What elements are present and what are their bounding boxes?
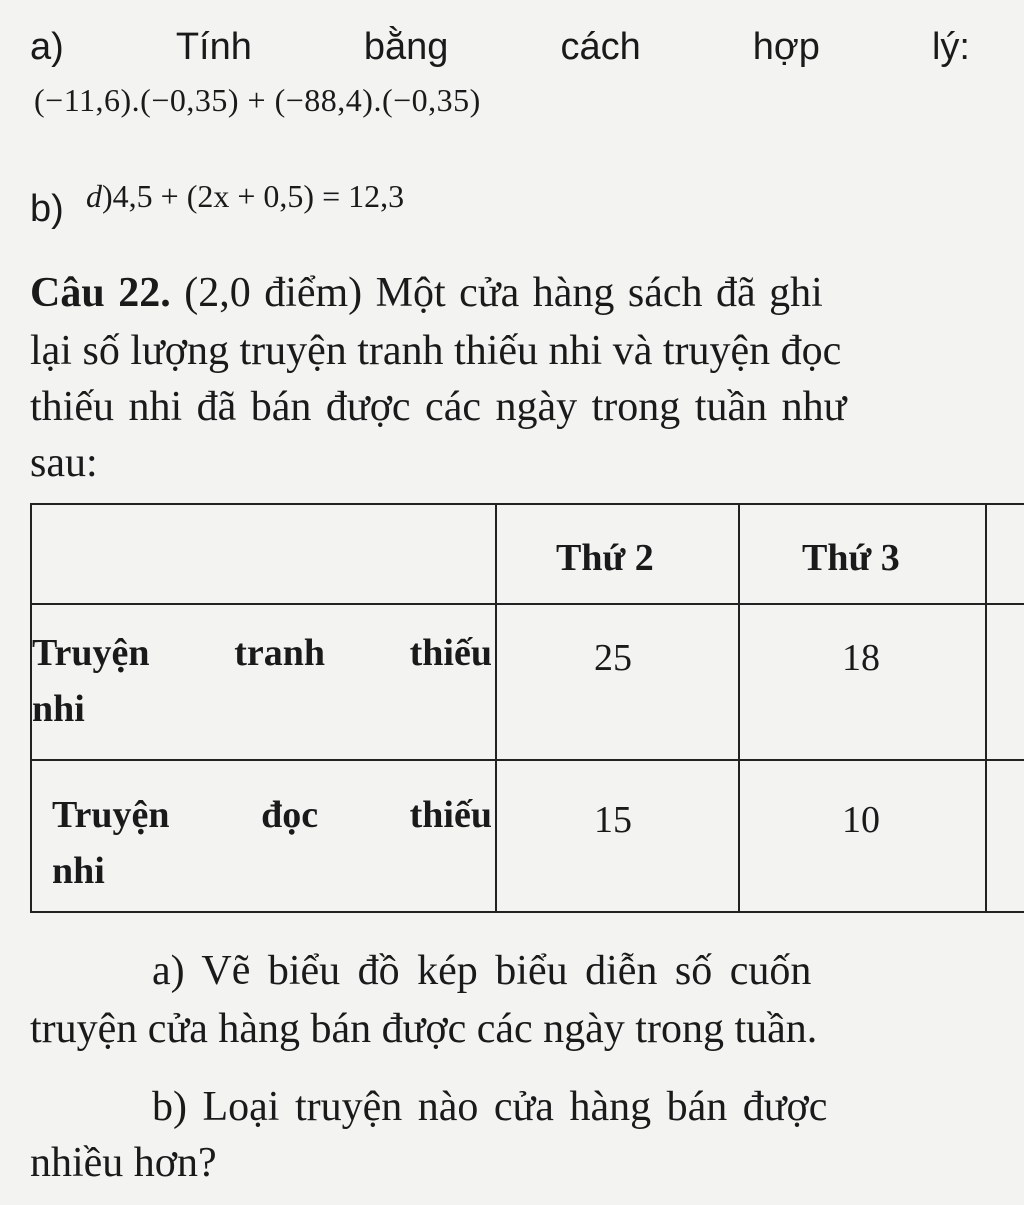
- question-line-4: sau:: [30, 440, 98, 486]
- row-label-word: đọc: [261, 794, 319, 836]
- table-value-cell: 10: [842, 799, 880, 841]
- table-column-divider: [495, 505, 497, 911]
- question-line-1: [30, 272, 823, 314]
- part-b-equation: [86, 180, 404, 212]
- subquestion-a-line-2: truyện cửa hàng bán được các ngày trong tuần.: [30, 1006, 818, 1052]
- question-number: Câu 22.: [30, 270, 171, 316]
- table-row-label: [32, 625, 492, 737]
- table-column-divider: [738, 505, 740, 911]
- table-header-cell: Thứ 3: [802, 537, 900, 579]
- part-a-instruction: [30, 28, 970, 66]
- part-a-word: bằng: [363, 26, 449, 68]
- question-line-2: lại số lượng truyện tranh thiếu nhi và truyện đọc: [30, 328, 842, 374]
- part-a-word: cách: [560, 26, 641, 68]
- row-label-word: Truyện: [52, 794, 170, 836]
- subquestion-b-line-2: nhiều hơn?: [30, 1140, 217, 1186]
- part-b-prefix: d: [86, 178, 102, 214]
- table-value-cell: 18: [842, 637, 880, 679]
- part-a-word: hợp: [752, 26, 820, 68]
- row-label-end: nhi: [52, 850, 105, 892]
- row-label-word: thiếu: [409, 632, 492, 674]
- table-row-divider: [32, 759, 1024, 761]
- table-value-cell: 15: [594, 799, 632, 841]
- table-row-label: [52, 787, 492, 899]
- row-label-word: tranh: [234, 632, 325, 674]
- table-header-cell: Thứ 2: [556, 537, 654, 579]
- table-column-divider: [985, 505, 987, 911]
- row-label-end: nhi: [32, 688, 85, 730]
- question-text: (2,0 điểm) Một cửa hàng sách đã ghi: [184, 270, 823, 316]
- part-a-label: a): [30, 26, 64, 68]
- table-value-cell: 25: [594, 637, 632, 679]
- part-a-word: Tính: [175, 26, 252, 68]
- part-a-word: lý:: [931, 26, 970, 68]
- row-label-word: Truyện: [32, 632, 150, 674]
- row-label-word: thiếu: [409, 794, 492, 836]
- part-b-expression: )4,5 + (2x + 0,5) = 12,3: [102, 178, 405, 214]
- subquestion-b-line-1: b) Loại truyện nào cửa hàng bán được: [152, 1084, 828, 1130]
- part-a-expression: (−11,6).(−0,35) + (−88,4).(−0,35): [34, 82, 481, 118]
- question-line-3: thiếu nhi đã bán được các ngày trong tuần như: [30, 384, 847, 430]
- part-b-label: b): [30, 188, 64, 230]
- sales-table: [30, 503, 1024, 913]
- subquestion-a-line-1: a) Vẽ biểu đồ kép biểu diễn số cuốn: [152, 948, 812, 994]
- table-row-divider: [32, 603, 1024, 605]
